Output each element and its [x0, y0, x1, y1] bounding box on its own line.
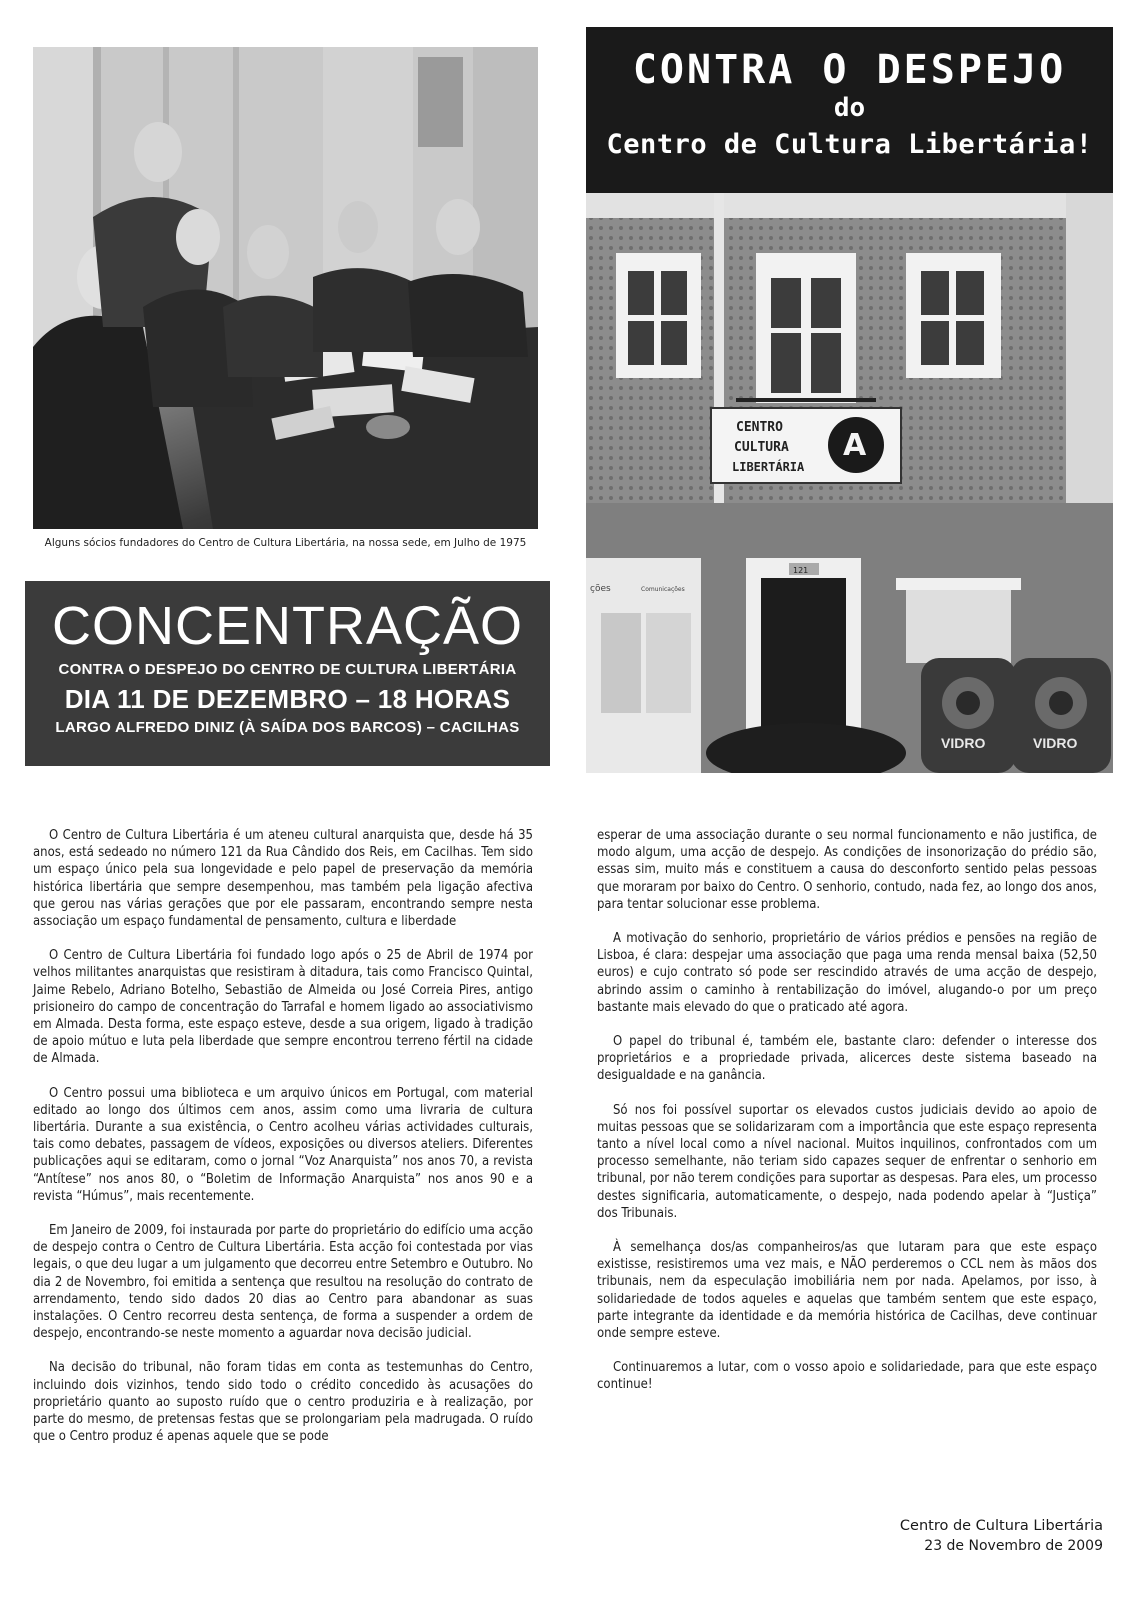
paragraph: O Centro de Cultura Libertária foi fundado logo após o 25 de Abril de 1974 por velhos militantes anarquistas que resistiram à ditadura, tais como Francisco Quintal, Jaime Rebelo, Adriano Botelho, Sebastião de Almeida ou José Correia Pires, antigo prisioneiro do campo de concentração do Tarrafal e homem ligado ao associativismo em Almada. Desta forma, este espaço esteve, desde a sua origem, ligado à tradição de apoio mútuo e luta pela liberdade que sempre encontrou terreno fértil na cidade de Almada. — [33, 948, 533, 1067]
founders-photo — [33, 47, 538, 529]
title-banner — [586, 27, 1113, 193]
paragraph: À semelhança dos/as companheiros/as que lutaram para que este espaço existisse, resistiremos uma vez mais, e NÃO perderemos o CCL nem às mãos dos tribunais, nem da especulação imobiliária nem por nada. Apelamos, por isso, à solidariedade de todos aqueles e aquelas que também sentem que este espaço, parte integrante da identidade e da memória histórica de Cacilhas, deve continuar onde sempre esteve. — [597, 1240, 1097, 1342]
building-photo-drawing — [586, 193, 1113, 773]
door-number: 121 — [793, 566, 809, 575]
concentration-banner — [25, 581, 550, 766]
paragraph: O Centro possui uma biblioteca e um arquivo únicos em Portugal, com material editado ao longo dos últimos cem anos, assim como uma livraria de cultura libertária. Durante a sua existência, o Centro acolheu várias actividades culturais, tais como debates, passagem de vídeos, exposições ou diversos ateliers. Diferentes publicações aqui se editaram, como o jornal “Voz Anarquista” nos anos 70, a revista “Antítese” nos anos 80, o “Boletim de Informação Anarquista” nos anos 90 e a revista “Húmus”, mais recentemente. — [33, 1085, 533, 1204]
photo-caption: Alguns sócios fundadores do Centro de Cultura Libertária, na nossa sede, em Julho de 1975 — [44, 537, 527, 549]
paragraph: O Centro de Cultura Libertária é um ateneu cultural anarquista que, desde há 35 anos, está sedeado no número 121 da Rua Cândido dos Reis, em Cacilhas. Tem sido um espaço único pela sua longevidade e pelo papel de preservação da memória histórica libertária que sempre desempenhou, mas também pela ligação afectiva que gerou nas várias gerações que por ele passaram, encontrando sempre nesta associação um espaço fundamental de pensamento, cultura e liberdade — [33, 828, 533, 930]
title-line-3: Centro de Cultura Libertária! — [606, 129, 1093, 160]
bin-label-2: VIDRO — [1033, 735, 1078, 751]
concentration-subheading: CONTRA O DESPEJO DO CENTRO DE CULTURA LIBERTÁRIA — [58, 661, 517, 678]
svg-text:A: A — [843, 428, 867, 463]
title-line-1: CONTRA O DESPEJO — [632, 47, 1067, 93]
signature-date: 23 de Novembro de 2009 — [924, 1538, 1103, 1554]
concentration-heading: CONCENTRAÇÃO — [51, 596, 524, 656]
signature — [900, 1516, 1103, 1556]
paragraph: O papel do tribunal é, também ele, bastante claro: defender o interesse dos proprietários e a propriedade privada, alicerces deste sistema baseado na desigualdade e na ganância. — [597, 1034, 1097, 1084]
shop-sign-text: ções — [590, 584, 611, 594]
signature-org: Centro de Cultura Libertária — [899, 1518, 1103, 1534]
paragraph: Só nos foi possível suportar os elevados custos judiciais devido ao apoio de muitas pessoas que se solidarizaram com a importância que este espaço representa tanto a nível local como a nível nacional. Muitos inquilinos, confrontados com um processo semelhante, não teriam sido capazes sequer de enfrentar o senhorio em tribunal, por não terem condições para suportar as despesas. Para eles, um processo destes significaria, automaticamente, o despejo, nada podendo apelar à “Justiça” dos Tribunais. — [597, 1102, 1097, 1221]
sign-line-1: CENTRO — [736, 420, 783, 435]
paragraph: Continuaremos a lutar, com o vosso apoio e solidariedade, para que este espaço continue! — [597, 1360, 1097, 1393]
paragraph: Na decisão do tribunal, não foram tidas em conta as testemunhas do Centro, incluindo dois vizinhos, tendo sido todo o crédito concedido às acusações do proprietário quanto ao suposto ruído que o centro produziria e à realização, por parte do mesmo, de pretensas festas que se prolongariam pela madrugada. O ruído que o Centro produz é apenas aquele que se pode — [33, 1360, 533, 1445]
title-line-2: do — [833, 93, 866, 123]
body-column-right — [597, 827, 1097, 1411]
paragraph: esperar de uma associação durante o seu normal funcionamento e não justifica, de modo algum, uma acção de despejo. As condições de insonorização do prédio são, essas sim, muito más e constituem a causa do desconforto sentido pelas pessoas que moraram por baixo do Centro. O senhorio, contudo, nada fez, ao longo dos anos, para tentar solucionar esse problema. — [597, 828, 1097, 912]
shop-sign-text-2: Comunicações — [641, 586, 685, 593]
paragraph: Em Janeiro de 2009, foi instaurada por parte do proprietário do edifício uma acção de despejo contra o Centro de Cultura Libertária. Esta acção foi contestada por vias legais, o que deu lugar a um julgamento que decorreu entre Setembro e Outubro. No dia 2 de Novembro, foi emitida a sentença que resultou na resolução do contrato de arrendamento, tendo sido dados 20 dias ao Centro para abandonar as suas instalações. O Centro recorreu desta sentença, de forma a suspender a ordem de despejo, encontrando-se neste momento a aguardar nova decisão judicial. — [33, 1223, 533, 1342]
bin-label-1: VIDRO — [941, 735, 986, 751]
concentration-place: LARGO ALFREDO DINIZ (À SAÍDA DOS BARCOS) – CACILHAS — [55, 719, 520, 736]
body-column-left — [33, 827, 533, 1463]
building-photo — [586, 193, 1113, 773]
paragraph: A motivação do senhorio, proprietário de vários prédios e pensões na região de Lisboa, é clara: despejar uma associação que paga uma renda mensal baixa (52,50 euros) e cujo contrato só pode ser rescindido através de uma acção de despejo, abrindo assim o caminho à rentabilização do imóvel, alugando-o por um preço bastante mais elevado do que o praticado até agora. — [597, 931, 1097, 1015]
sign-line-3: LIBERTÁRIA — [732, 460, 805, 474]
sign-line-2: CULTURA — [734, 440, 789, 455]
concentration-date: DIA 11 DE DEZEMBRO – 18 HORAS — [64, 684, 511, 714]
founders-photo-drawing — [33, 47, 538, 529]
